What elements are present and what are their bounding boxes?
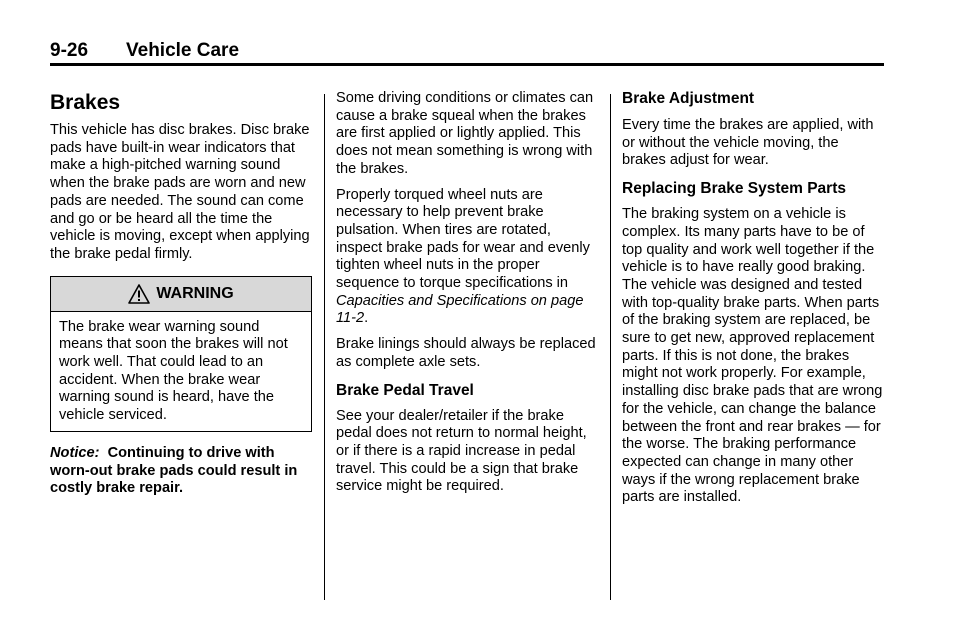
capacities-xref-link[interactable]: Capacities and Specifications on page 11-2: [336, 292, 584, 327]
brake-adjustment-heading: Brake Adjustment: [622, 90, 755, 107]
wheel-nuts-paragraph: [336, 187, 598, 329]
column-divider-1: [324, 94, 325, 600]
notice-text: Continuing to drive with worn-out brake pads could result in costly brake repair.: [50, 444, 298, 497]
brakes-intro: This vehicle has disc brakes. Disc brake pads have built-in wear indicators that make a high-pitched warning sound when the brake pads are worn and new pads are needed. The sound can come and go or be heard all the time the vehicle is moving, except when applying the brake pedal firmly.: [50, 122, 310, 262]
warning-triangle-icon: [128, 284, 150, 304]
wheel-nuts-text: Properly torqued wheel nuts are necessary to help prevent brake pulsation. When tires are rotated, inspect brake pads for wear and evenly tighten wheel nuts in the proper sequence to torque specifications in: [336, 186, 590, 292]
wheel-nuts-end: .: [364, 310, 369, 327]
notice-label: Notice:: [50, 444, 100, 461]
brakes-heading: Brakes: [50, 91, 121, 114]
warning-box: [50, 276, 312, 432]
replacing-parts-paragraph: The braking system on a vehicle is complex. Its many parts have to be of top quality and work well together if the vehicle is to have really good braking. The vehicle was designed and tested with top-quality brake parts. When parts of the braking system are replaced, be sure to get new, approved replacement parts. If this is not done, the brakes might not work properly. For example, installing disc brake pads that are wrong for the vehicle, can change the balance between the front and rear brakes — for the worse. The braking performance expected can change in many other ways if the wrong replacement brake parts are installed.: [622, 206, 883, 506]
page-number: 9-26: [50, 40, 89, 61]
replacing-parts-heading: Replacing Brake System Parts: [622, 180, 846, 198]
linings-paragraph: Brake linings should always be replaced as complete axle sets.: [336, 336, 596, 370]
warning-header: [51, 277, 311, 312]
section-title: Vehicle Care: [126, 40, 240, 61]
squeal-paragraph: Some driving conditions or climates can cause a brake squeal when the brakes are first applied or lightly applied. This does not mean something is wrong with the brakes.: [336, 90, 594, 177]
page-header: [50, 38, 884, 66]
warning-label: WARNING: [156, 284, 234, 302]
notice-paragraph: [50, 445, 312, 498]
pedal-travel-paragraph: See your dealer/retailer if the brake pedal does not return to normal height, or if there is a rapid increase in pedal travel. This could be a sign that brake service might be required.: [336, 407, 587, 495]
warning-text: The brake wear warning sound means that soon the brakes will not work well. That could lead to an accident. When the brake wear warning sound is heard, have the vehicle serviced.: [59, 318, 288, 424]
column-3: [622, 90, 884, 507]
header-rule: [50, 63, 884, 66]
pedal-travel-heading: Brake Pedal Travel: [336, 381, 474, 399]
column-2: [336, 90, 598, 496]
column-divider-2: [610, 94, 611, 600]
brake-adjustment-paragraph: Every time the brakes are applied, with or without the vehicle moving, the brakes adjust for wear.: [622, 117, 874, 169]
column-1: [50, 90, 312, 498]
